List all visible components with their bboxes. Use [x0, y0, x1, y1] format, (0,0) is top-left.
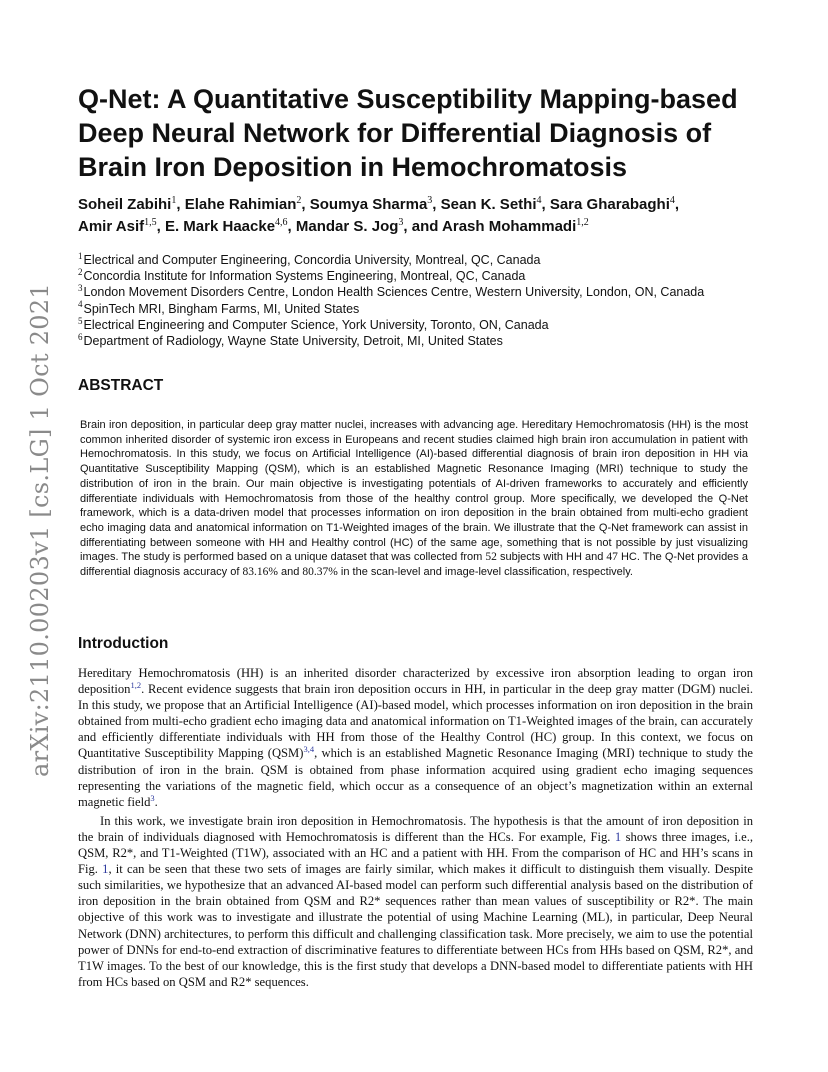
intro-paragraph-2: In this work, we investigate brain iron deposition in Hemochromatosis. The hypothesis is that the amount of iron deposition in the brain of individuals diagnosed with Hemochromatosis is different than the HCs. For example, Fig. 1 shows three images, i.e., QSM, R2*, and T1-Weighted (T1W), associated with an HC and a patient with HH. From the comparison of HC and HH’s scans in Fig. 1, it can be seen that these two sets of images are fairly similar, which makes it difficult to distinguish them visually. Despite such similarities, we hypothesize that an advanced AI-based model can perform such differential analysis based on the distribution of iron deposition in the brain obtained from QSM and R2* sequences rather than mean values of susceptibility or R2*. The main objective of this work was to investigate and illustrate the potential of using Machine Learning (ML), in particular, Deep Neural Network (DNN) architectures, to perform this difficult and challenging classification task. More precisely, we aim to use the potential power of DNNs for end-to-end extraction of discriminative features to differentiate between HCs from HHs based on QSM, R2*, and T1W images. To the best of our knowledge, this is the first study that develops a DNN-based model to differentiate patients with HH from HCs based on QSM and R2* sequences. [78, 813, 754, 989]
accuracy-image-level: 80.37% [302, 566, 338, 579]
author-list: Soheil Zabihi$^1$, Elahe Rahimian$^2$, Soumya Sharma$^3$, Sean K. Sethi$^4$, Sara Gharabaghi$^4$, Amir Asif$^{1,5}$, E. Mark Haacke$^{4,6}$, Mandar S. Jog$^3$, and Arash Mohammadi$^{1,2}$ [78, 195, 680, 235]
abstract-heading: ABSTRACT [78, 377, 164, 394]
abstract-body: Brain iron deposition, in particular deep gray matter nuclei, increases with advancing age. Hereditary Hemochromatosis (HH) is the most common inherited disorder of systemic iron excess in Europeans and recent studies claimed high brain iron accumulation in patient with Hemochromatosis. In this study, we focus on Artificial Intelligence (AI)-based differential diagnosis of brain iron deposition in HH via Quantitative Susceptibility Mapping (QSM), which is an established Magnetic Resonance Imaging (MRI) technique to study the distribution of iron in the brain. Our main objective is investigating potentials of AI-driven frameworks to accurately and efficiently differentiate individuals with Hemochromatosis from those of the healthy control group. More specifically, we developed the Q-Net framework, which is a data-driven model that processes information on iron deposition in the brain obtained from multi-echo gradient echo imaging data and anatomical information on T1-Weighted images of the brain. We illustrate that the Q-Net framework can assist in differentiating between someone with HH and Healthy control (HC) of the same age, something that is not possible by just visualizing images. The study is performed based on a unique dataset that was collected from 52 subjects with HH and 47 HC. The Q-Net provides a differential diagnosis accuracy of 83.16% and 80.37% in the scan-level and image-level classification, respectively. [80, 419, 748, 579]
subject-count-hh: 52 [485, 551, 497, 564]
author: Sean K. Sethi$^4$ [440, 195, 542, 213]
figure-reference-link[interactable]: 1 [102, 862, 109, 877]
introduction-heading: Introduction [78, 635, 169, 652]
author: Sara Gharabaghi$^4$ [549, 195, 675, 213]
author: Amir Asif$^{1,5}$ [78, 217, 157, 235]
intro-paragraph-1: Hereditary Hemochromatosis (HH) is an inherited disorder characterized by excessive iron absorption leading to organ iron deposition$^{1,2}$. Recent evidence suggests that brain iron deposition occurs in HH, in particular in the deep gray matter (DGM) nuclei. In this study, we propose that an Artificial Intelligence (AI)-based model, which processes information on iron deposition in the brain obtained from multi-echo gradient echo imaging data and anatomical information on T1-Weighted images of the brain, can accurately and efficiently differentiate individuals with HH from those of the Healthy Control (HC) group. In this context, we focus on Quantitative Susceptibility Mapping (QSM)$^{3,4}$, which is an established Magnetic Resonance Imaging (MRI) technique to study the distribution of iron in the brain. QSM is obtained from phase information acquired using gradient echo imaging sequences representing the variations of the magnetic field, which occur as a consequence of an object’s magnetization within an external magnetic field$^3$. [78, 666, 754, 809]
author: Soheil Zabihi$^1$ [78, 195, 177, 213]
citation-link[interactable]: 1,2 [130, 679, 142, 690]
arxiv-identifier-stamp [20, 282, 60, 778]
affiliation: $^2$Concordia Institute for Information Systems Engineering, Montreal, QC, Canada [78, 267, 526, 284]
author: E. Mark Haacke$^{4,6}$ [164, 217, 288, 235]
paper-title: Q-Net: A Quantitative Susceptibility Mapping-based Deep Neural Network for Differential Diagnosis of Brain Iron Deposition in Hemochromatosis [78, 84, 738, 182]
subject-count-hc: 47 [606, 551, 618, 564]
affiliation: $^4$SpinTech MRI, Bingham Farms, MI, United States [78, 299, 360, 316]
affiliation: $^3$London Movement Disorders Centre, London Health Sciences Centre, Western University, London, ON, Canada [78, 283, 705, 300]
affiliation: $^5$Electrical Engineering and Computer Science, York University, Toronto, ON, Canada [78, 315, 549, 332]
citation-link[interactable]: 3 [150, 792, 155, 803]
figure-reference-link[interactable]: 1 [614, 829, 622, 844]
introduction-body [78, 665, 753, 990]
accuracy-scan-level: 83.16% [242, 566, 278, 579]
arxiv-id-text: arXiv:2110.00203v1 [cs.LG] 1 Oct 2021 [26, 282, 54, 778]
author: Arash Mohammadi$^{1,2}$ [442, 217, 589, 235]
author: Elahe Rahimian$^2$ [184, 195, 302, 213]
affiliation: $^1$Electrical and Computer Engineering, Concordia University, Montreal, QC, Canada [78, 250, 541, 267]
author: Soumya Sharma$^3$ [309, 195, 433, 213]
affiliation-list [78, 252, 778, 349]
citation-link[interactable]: 3,4 [303, 744, 315, 755]
affiliation: $^6$Department of Radiology, Wayne State University, Detroit, MI, United States [78, 331, 503, 349]
author: Mandar S. Jog$^3$ [295, 217, 404, 235]
